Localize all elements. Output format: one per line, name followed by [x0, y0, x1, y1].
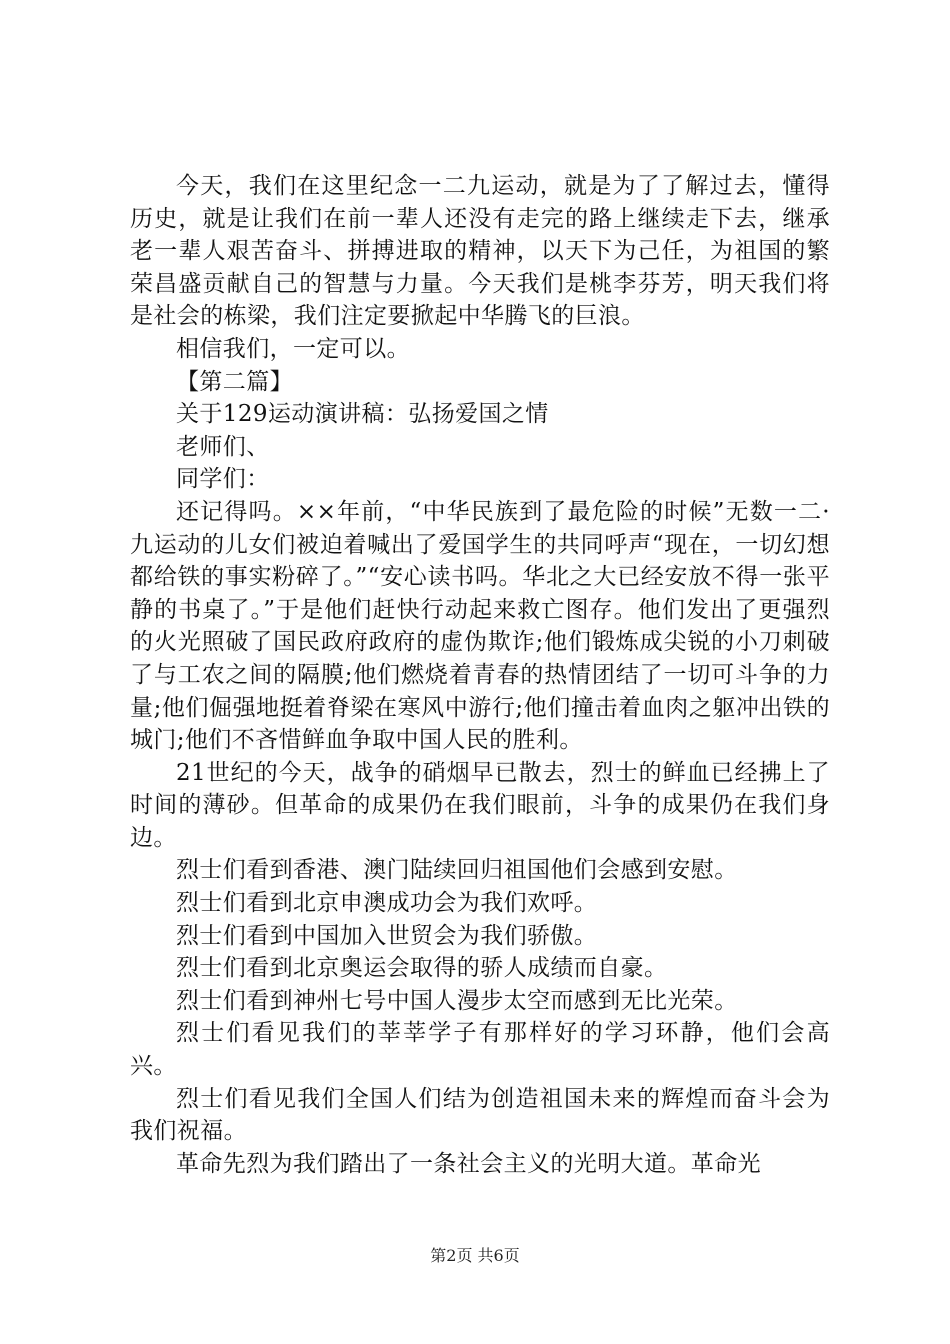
paragraph: 革命先烈为我们踏出了一条社会主义的光明大道。革命光 — [176, 1150, 761, 1177]
salutation: 老师们、 — [176, 433, 270, 460]
page-number-footer: 第2页 共6页 — [430, 1246, 520, 1265]
document-body — [130, 170, 830, 1180]
paragraph: 21世纪的今天，战争的硝烟早已散去，烈士的鲜血已经拂上了时间的薄砂。但革命的成果仍在我们眼前，斗争的成果仍在我们身边。 — [130, 759, 830, 851]
paragraph: 烈士们看到中国加入世贸会为我们骄傲。 — [176, 922, 598, 949]
paragraph: 今天，我们在这里纪念一二九运动，就是为了了解过去，懂得历史，就是让我们在前一辈人还没有走完的路上继续走下去，继承老一辈人艰苦奋斗、拼搏进取的精神，以天下为己任，为祖国的繁荣昌盛贡献自己的智慧与力量。今天我们是桃李芬芳，明天我们将是社会的栋梁，我们注定要掀起中华腾飞的巨浪。 — [130, 173, 830, 330]
section-heading: 【第二篇】 — [176, 368, 293, 395]
paragraph: 烈士们看见我们全国人们结为创造祖国未来的辉煌而奋斗会为我们祝福。 — [130, 1085, 830, 1145]
paragraph: 烈士们看到北京申澳成功会为我们欢呼。 — [176, 890, 598, 917]
paragraph: 还记得吗。××年前，“中华民族到了最危险的时候”无数一二·九运动的儿女们被迫着喊出了爱国学生的共同呼声“现在，一切幻想都给铁的事实粉碎了。”“安心读书吗。华北之大已经安放不得一张平静的书桌了。”于是他们赶快行动起来救亡图存。他们发出了更强烈的火光照破了国民政府政府的虚伪欺诈;他们锻炼成尖锐的小刀刺破了与工农之间的隔膜;他们燃烧着青春的热情团结了一切可斗争的力量;他们倔强地挺着脊梁在寒风中游行;他们撞击着血肉之躯冲出铁的城门;他们不吝惜鲜血争取中国人民的胜利。 — [130, 498, 830, 754]
paragraph: 烈士们看到香港、澳门陆续回归祖国他们会感到安慰。 — [176, 857, 738, 884]
paragraph: 烈士们看到神州七号中国人漫步太空而感到无比光荣。 — [176, 987, 738, 1014]
salutation: 同学们： — [176, 466, 270, 493]
paragraph: 相信我们，一定可以。 — [176, 335, 410, 362]
paragraph: 烈士们看见我们的莘莘学子有那样好的学习环静，他们会高兴。 — [130, 1020, 830, 1080]
speech-title: 关于129运动演讲稿：弘扬爱国之情 — [176, 401, 549, 428]
paragraph: 烈士们看到北京奥运会取得的骄人成绩而自豪。 — [176, 955, 668, 982]
